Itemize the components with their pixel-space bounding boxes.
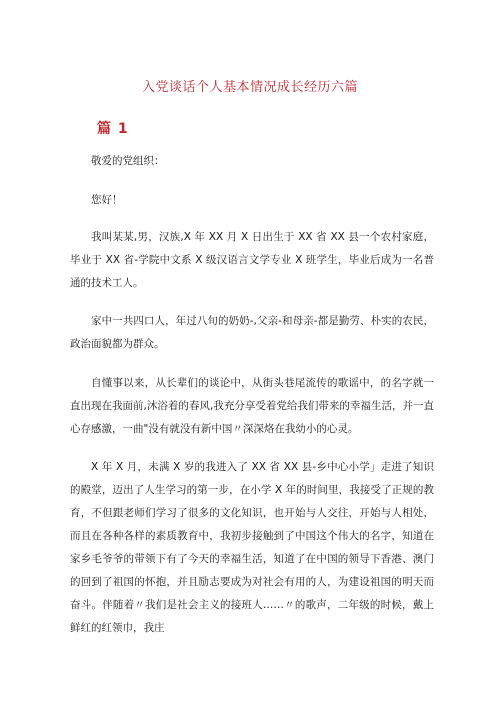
- paragraph-family: 家中一共四口人，年过八旬的奶奶-,父亲-和母亲-都是勤劳、朴实的农民，政治面貌都为群众。: [70, 315, 434, 350]
- paragraph-upbringing: 自懂事以来，从长辈们的谈论中，从街头巷尾流传的歌谣中，的名字就一直出现在我面前,沐浴着的春风,我充分享受着党给我们带来的幸福生活，并一直心存感激，一曲"没有就没有新中国〃深深烙在我幼小的心灵。: [70, 377, 434, 435]
- salutation-line: 敬爱的党组织：: [91, 155, 165, 167]
- document-title: 入党谈话个人基本情况成长经历六篇: [141, 80, 358, 95]
- greeting-line: 您好！: [91, 194, 123, 206]
- paragraph-primary-school: X 年 X 月，未满 X 岁的我进入了 XX 省 XX 县-乡中心小学」走进了知识的殿堂，迈出了人生学习的第一步，在小学 X 年的时间里，我接受了正规的教育，不但跟老师们学习了很多的文化知识，也开始与人交往，开始与人相处，而且在各种各样的素质教育中，我初步接触到了中国这个伟大的名字，知道在家乡毛爷爷的带领下有了今天的幸福生活，知道了在中国的领导下香港、澳门的回到了祖国的怀抱，并且励志要成为对社会有用的人，为建设祖国的明天而奋斗。伴随着〃我们是社会主义的接班人……〃的歌声，二年级的时候，戴上鲜红的红领巾，我庄: [70, 461, 434, 634]
- section-heading: 篇 1: [97, 121, 129, 137]
- paragraph-personal-info: 我叫某某,男，汉族,X 年 XX 月 X 日出生于 XX 省 XX 县一个农村家庭，毕业于 XX 省-学院中文系 X 级汉语言文学专业 X 班学生，毕业后成为一名普通的技术工人。: [70, 231, 434, 289]
